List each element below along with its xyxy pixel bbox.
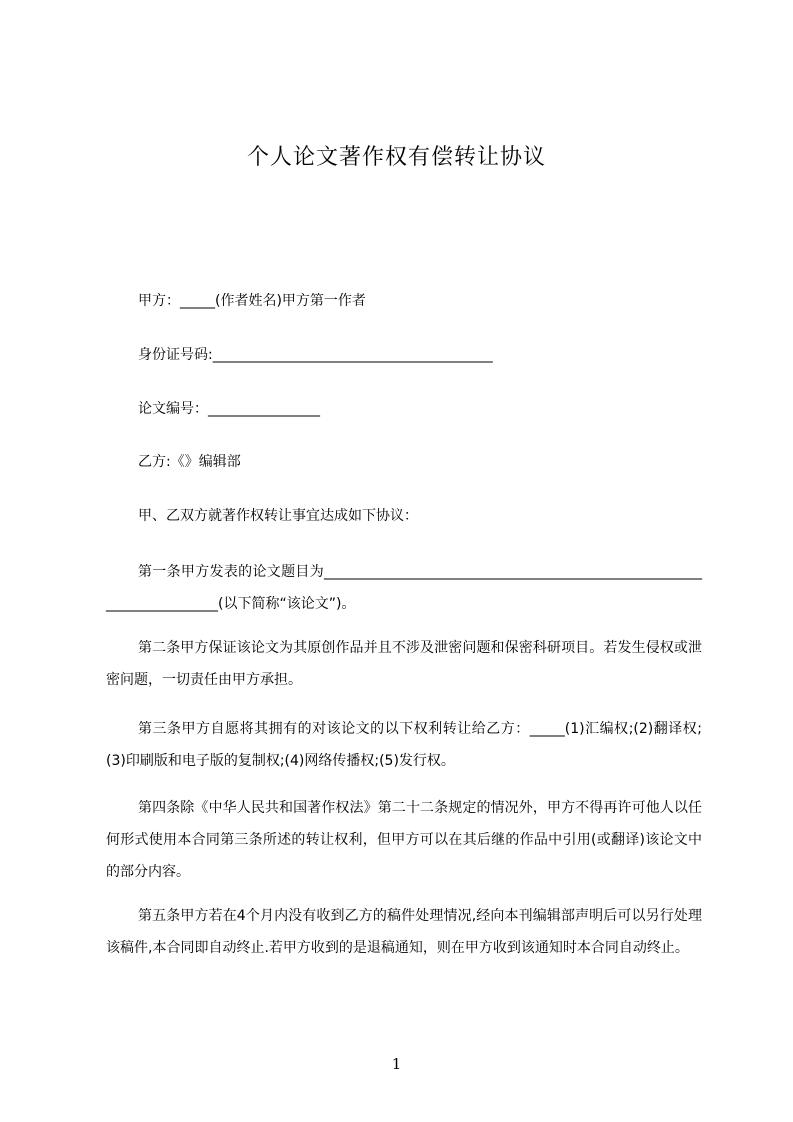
article-2: 第二条甲方保证该论文为其原创作品并且不涉及泄密问题和保密科研项目。若发生侵权或泄密问题，一切责任由甲方承担。 [106,640,702,688]
party-a-line: 甲方：_____(作者姓名)甲方第一作者 [138,293,366,309]
article-4: 第四条除《中华人民共和国著作权法》第二十二条规定的情况外，甲方不得再许可他人以任何形式使用本合同第三条所述的转让权利，但甲方可以在其后继的作品中引用(或翻译)该论文中的部分内容。 [106,800,702,880]
paper-number-line: 论文编号：________________ [138,401,320,417]
article-1: 第一条甲方发表的论文题目为______________________________________________________________________(以下简称“该论文”)。 [106,564,702,612]
party-b-line: 乙方:《》编辑部 [138,454,241,470]
article-3: 第三条甲方自愿将其拥有的对该论文的以下权利转让给乙方：_____(1)汇编权;(2)翻译权;(3)印刷版和电子版的复制权;(4)网络传播权;(5)发行权。 [106,721,702,769]
document-title: 个人论文著作权有偿转让协议 [246,145,546,170]
page-number: 1 [391,1055,402,1073]
id-number-line: 身份证号码:________________________________________ [138,347,493,363]
agreement-intro: 甲、乙双方就著作权转让事宜达成如下协议： [138,508,418,524]
article-5: 第五条甲方若在4个月内没有收到乙方的稿件处理情况,经向本刊编辑部声明后可以另行处理该稿件,本合同即自动终止.若甲方收到的是退稿通知，则在甲方收到该通知时本合同自动终止。 [106,908,702,956]
